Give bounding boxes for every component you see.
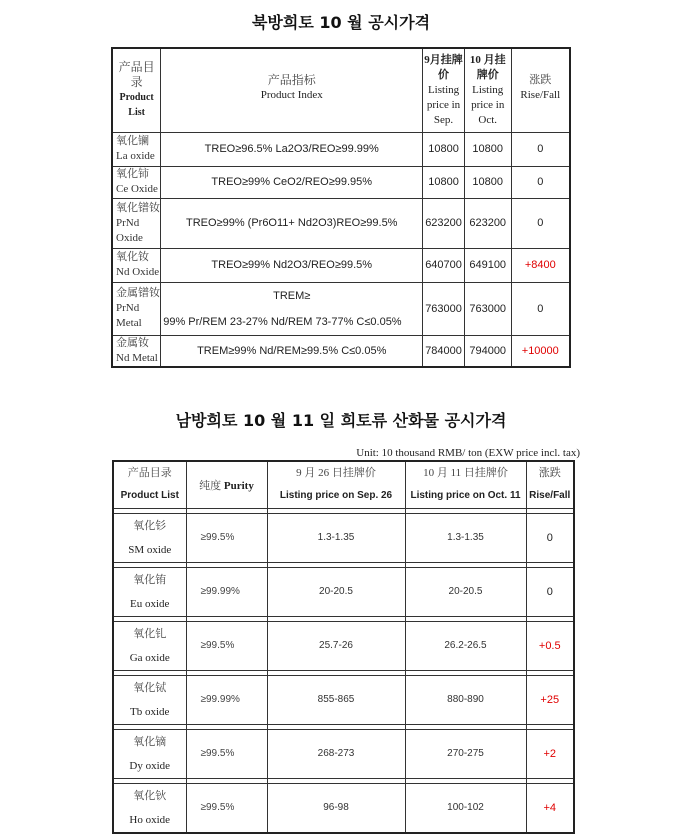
product-en2: Metal [116, 317, 142, 329]
rise-fall: 0 [511, 166, 570, 198]
oct-price: 1.3-1.35 [405, 513, 526, 562]
purity: ≥99.5% [186, 783, 267, 833]
header-sep-zh: 9 月 26 日挂牌价 [296, 467, 376, 480]
table-row [113, 513, 574, 562]
header-purity-en: Purity [223, 479, 254, 492]
product-en: Nd Oxide [116, 266, 160, 278]
product-zh: 氧化镨钕 [116, 201, 160, 214]
sep-price: 268-273 [267, 729, 405, 778]
header-sep-en [268, 484, 405, 507]
product-en: La oxide [116, 150, 155, 162]
header-sep-l1: 9月挂牌价 [424, 53, 463, 81]
product-index [161, 282, 423, 335]
header-sep-l4: Sep. [433, 113, 454, 126]
product-zh: 氧化钐 [133, 519, 167, 532]
product-en: Tb oxide [130, 705, 170, 718]
header-product-list [112, 48, 161, 132]
product-en: PrNd [116, 216, 140, 229]
southern-rare-earth-price-table [112, 460, 575, 834]
table-row [112, 166, 570, 198]
header-purity [186, 461, 267, 508]
product-en: Nd Metal [116, 351, 158, 364]
sep-price: 623200 [423, 198, 465, 248]
header-oct-en-text: Listing price on Oct. 11 [410, 490, 521, 502]
oct-price: 26.2-26.5 [405, 621, 526, 670]
purity: ≥99.99% [186, 567, 267, 616]
product-name [113, 783, 186, 833]
rise-fall: 0 [511, 198, 570, 248]
purity: ≥99.5% [186, 729, 267, 778]
header-index-en: Product Index [260, 89, 323, 101]
product-zh: 氧化铽 [133, 681, 167, 694]
oct-price: 100-102 [405, 783, 526, 833]
header-sep-en-text: Listing price on Sep. 26 [279, 490, 393, 502]
header-cat-en [114, 484, 186, 507]
header-rise-zh: 涨跌 [538, 467, 561, 480]
product-zh: 氧化镧 [116, 135, 149, 147]
rise-fall: 0 [526, 513, 574, 562]
rise-fall: +0.5 [526, 621, 574, 670]
header-oct-zh: 10 月 11 日挂牌价 [423, 467, 508, 480]
product-name [113, 729, 186, 778]
header-oct-en [406, 484, 526, 507]
product-en2: Oxide [116, 231, 143, 244]
header-cat-zh: 产品目录 [127, 467, 172, 480]
product-name [113, 621, 186, 670]
table-row [113, 729, 574, 778]
header-rise-zh: 涨跌 [529, 74, 552, 86]
product-zh: 金属钕 [116, 336, 149, 349]
header-sep-l2: Listing [427, 83, 460, 96]
product-zh: 氧化钬 [133, 789, 167, 802]
purity: ≥99.5% [186, 513, 267, 562]
product-index: TREO≥99% CeO2/REO≥99.95% [161, 166, 423, 198]
product-index: TREO≥99% Nd2O3/REO≥99.5% [161, 248, 423, 282]
header-oct-l2: Listing [472, 83, 504, 96]
product-en: SM oxide [128, 543, 172, 556]
table-row [113, 621, 574, 670]
table-row [112, 335, 570, 367]
product-name [112, 132, 161, 166]
rise-fall: 0 [526, 567, 574, 616]
rise-fall: +10000 [511, 335, 570, 367]
product-index: TREO≥99% (Pr6O11+ Nd2O3)REO≥99.5% [161, 198, 423, 248]
product-index: TREM≥99% Nd/REM≥99.5% C≤0.05% [161, 335, 423, 367]
table-row [113, 567, 574, 616]
sep-price: 1.3-1.35 [267, 513, 405, 562]
product-index: TREO≥96.5% La2O3/REO≥99.99% [161, 132, 423, 166]
product-zh: 氧化镝 [133, 735, 167, 748]
oct-price: 10800 [464, 166, 511, 198]
oct-price: 20-20.5 [405, 567, 526, 616]
product-name [112, 282, 161, 335]
sep-price: 25.7-26 [267, 621, 405, 670]
table-row [112, 198, 570, 248]
product-en: PrNd [116, 302, 140, 314]
product-zh: 氧化钕 [116, 251, 149, 263]
header-rise-en-text: Rise/Fall [529, 490, 571, 502]
sep-price: 640700 [423, 248, 465, 282]
header-sep-price [267, 461, 405, 508]
product-zh: 氧化钆 [133, 627, 167, 640]
product-name [113, 675, 186, 724]
product-index-l2: 99% Pr/REM 23-27% Nd/REM 73-77% C≤0.05% [163, 315, 402, 328]
product-zh: 氧化铈 [116, 168, 149, 180]
product-zh: 氧化铕 [133, 573, 167, 586]
header-product-list [113, 461, 186, 508]
sep-price: 10800 [423, 132, 465, 166]
table1-title: 북방희토 10 월 공시가격 [251, 13, 431, 32]
table-row [112, 132, 570, 166]
rise-fall: +2 [526, 729, 574, 778]
table2-title: 남방희토 10 월 11 일 희토류 산화물 공시가격 [175, 411, 507, 430]
rise-fall: +8400 [511, 248, 570, 282]
header-rise-fall [511, 48, 570, 132]
product-name [113, 513, 186, 562]
header-cat-en1: Product [119, 92, 154, 104]
table-header-row [112, 48, 570, 132]
table-row [113, 675, 574, 724]
purity: ≥99.99% [186, 675, 267, 724]
rise-fall: +4 [526, 783, 574, 833]
product-en: Eu oxide [130, 597, 170, 610]
product-name [112, 335, 161, 367]
product-name [112, 248, 161, 282]
header-rise-en [527, 484, 574, 507]
table-row [112, 248, 570, 282]
header-oct-price [405, 461, 526, 508]
sep-price: 20-20.5 [267, 567, 405, 616]
purity: ≥99.5% [186, 621, 267, 670]
header-cat-en-text: Product List [120, 490, 179, 502]
product-zh: 金属镨钕 [116, 287, 160, 299]
header-cat-en2: List [128, 107, 145, 119]
header-sep-price [423, 48, 465, 132]
rise-fall: +25 [526, 675, 574, 724]
sep-price: 96-98 [267, 783, 405, 833]
oct-price: 623200 [464, 198, 511, 248]
product-en: Ce Oxide [116, 183, 158, 195]
rise-fall: 0 [511, 132, 570, 166]
sep-price: 763000 [423, 282, 465, 335]
header-product-index [161, 48, 423, 132]
product-en: Ho oxide [129, 813, 171, 826]
product-index-l1: TREM≥ [273, 289, 311, 302]
header-rise-fall [526, 461, 574, 508]
product-name [113, 567, 186, 616]
sep-price: 855-865 [267, 675, 405, 724]
product-name [112, 166, 161, 198]
oct-price: 880-890 [405, 675, 526, 724]
table-row [112, 282, 570, 335]
header-oct-l4: Oct. [478, 113, 498, 126]
header-cat-zh: 产品目录 [118, 60, 155, 90]
northern-rare-earth-price-table [111, 47, 571, 368]
sep-price: 10800 [423, 166, 465, 198]
unit-note: Unit: 10 thousand RMB/ ton (EXW price incl. tax) [356, 447, 580, 459]
header-index-zh: 产品指标 [267, 73, 316, 87]
header-purity-zh: 纯度 [199, 479, 222, 492]
header-sep-l3: price in [426, 98, 461, 111]
header-rise-en: Rise/Fall [520, 89, 561, 101]
oct-price: 794000 [464, 335, 511, 367]
product-name [112, 198, 161, 248]
oct-price: 763000 [464, 282, 511, 335]
oct-price: 649100 [464, 248, 511, 282]
product-en: Ga oxide [129, 651, 170, 664]
sep-price: 784000 [423, 335, 465, 367]
product-en: Dy oxide [129, 759, 171, 772]
header-oct-l3: price in [471, 98, 505, 111]
table-row [113, 783, 574, 833]
oct-price: 270-275 [405, 729, 526, 778]
header-oct-l1: 10 月挂牌价 [469, 53, 506, 81]
table-header-row [113, 461, 574, 508]
rise-fall: 0 [511, 282, 570, 335]
header-oct-price [464, 48, 511, 132]
oct-price: 10800 [464, 132, 511, 166]
